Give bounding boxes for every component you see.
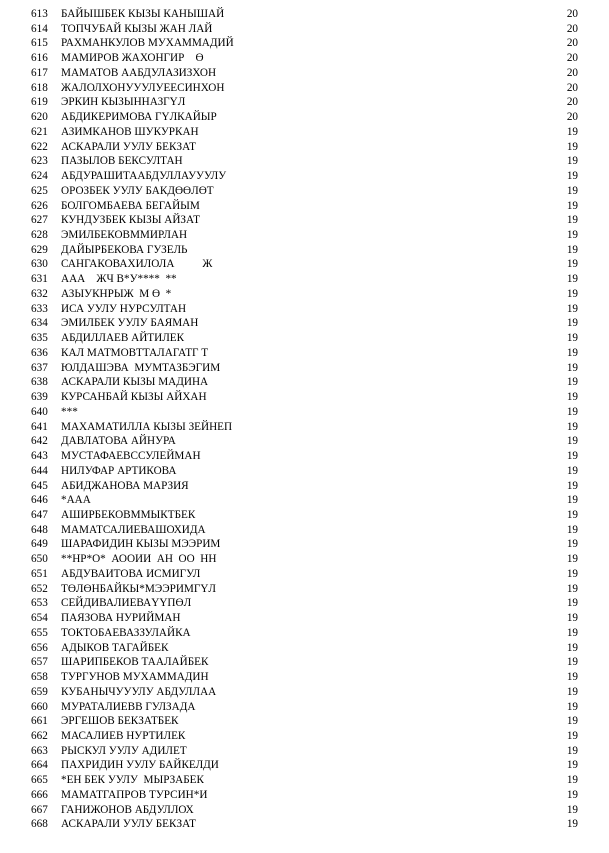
score-value: 19 [566, 612, 578, 625]
row-number: 614 [31, 22, 48, 35]
list-item [0, 758, 609, 773]
list-item [0, 375, 609, 390]
row-number: 644 [31, 464, 48, 477]
score-value: 19 [566, 184, 578, 197]
student-name: АСКАРАЛИ КЫЗЫ МАДИНА [61, 376, 209, 389]
score-value: 19 [566, 317, 578, 330]
student-name: АЗИМКАНОВ ШУКУРКАН [61, 125, 199, 138]
score-value: 19 [566, 125, 578, 138]
score-value: 20 [566, 22, 578, 35]
list-item [0, 773, 609, 788]
list-item [0, 700, 609, 715]
row-number: 647 [31, 508, 48, 521]
list-item [0, 508, 609, 523]
row-number: 615 [31, 37, 48, 50]
row-number: 626 [31, 199, 48, 212]
score-value: 19 [566, 523, 578, 536]
list-item [0, 140, 609, 155]
row-number: 638 [31, 376, 48, 389]
student-name: АБДИКЕРИМОВА ГҮЛКАЙЫР [61, 111, 217, 124]
student-name: ДАЙЫРБЕКОВА ГУЗЕЛЬ [61, 243, 188, 256]
score-value: 19 [566, 376, 578, 389]
score-value: 19 [566, 405, 578, 418]
list-item [0, 641, 609, 656]
list-item [0, 464, 609, 479]
student-name: БАЙЫШБЕК КЫЗЫ КАНЫШАЙ [61, 8, 225, 20]
score-value: 19 [566, 391, 578, 404]
score-value: 19 [566, 170, 578, 183]
list-item [0, 154, 609, 169]
score-value: 19 [566, 450, 578, 463]
list-item [0, 81, 609, 96]
list-item [0, 582, 609, 597]
student-name: АБИДЖАНОВА МАРЗИЯ [61, 479, 189, 492]
row-number: 624 [31, 170, 48, 183]
score-value: 19 [566, 140, 578, 153]
score-value: 20 [566, 111, 578, 124]
list-item [0, 803, 609, 818]
score-value: 19 [566, 258, 578, 271]
row-number: 649 [31, 538, 48, 551]
row-number: 652 [31, 582, 48, 595]
list-item [0, 817, 609, 832]
score-value: 19 [566, 479, 578, 492]
list-item [0, 243, 609, 258]
row-number: 642 [31, 435, 48, 448]
score-value: 19 [566, 508, 578, 521]
list-item [0, 302, 609, 317]
row-number: 630 [31, 258, 48, 271]
score-value: 19 [566, 744, 578, 757]
student-name: ИСА УУЛУ НУРСУЛТАН [61, 302, 187, 315]
student-name: АСКАРАЛИ УУЛУ БЕКЗАТ [61, 818, 196, 831]
row-number: 662 [31, 729, 48, 742]
score-value: 19 [566, 818, 578, 831]
score-value: 19 [566, 199, 578, 212]
row-number: 625 [31, 184, 48, 197]
student-name: **НР*О* АООИИ АН ОО НН [61, 553, 217, 566]
student-name: АШИРБЕКОВММЫКТБЕК [61, 508, 196, 521]
row-number: 629 [31, 243, 48, 256]
row-number: 623 [31, 155, 48, 168]
score-value: 20 [566, 66, 578, 79]
student-name: АБДИЛЛАЕВ АЙТИЛЕК [61, 332, 185, 345]
list-item [0, 434, 609, 449]
student-name: ЭРКИН КЫЗЫННАЗГҮЛ [61, 96, 186, 109]
row-number: 651 [31, 567, 48, 580]
student-name: ЖАЛОЛХОНУУУЛУЕЕСИНХОН [61, 81, 225, 94]
row-number: 663 [31, 744, 48, 757]
student-name: РЫСКУЛ УУЛУ АДИЛЕТ [61, 744, 187, 757]
row-number: 666 [31, 788, 48, 801]
student-name: МАМАТОВ ААБДУЛАЗИЗХОН [61, 66, 217, 79]
student-name: ЭРГЕШОВ БЕКЗАТБЕК [61, 715, 179, 728]
score-value: 19 [566, 671, 578, 684]
score-value: 19 [566, 346, 578, 359]
list-item [0, 125, 609, 140]
score-value: 19 [566, 332, 578, 345]
score-value: 19 [566, 700, 578, 713]
list-item [0, 567, 609, 582]
score-value: 20 [566, 8, 578, 20]
score-value: 19 [566, 597, 578, 610]
student-name: ААА ЖЧ В*У**** ** [61, 273, 177, 286]
student-name: КУБАНЫЧУУУЛУ АБДУЛЛАА [61, 685, 217, 698]
student-name: ШАРИПБЕКОВ ТААЛАЙБЕК [61, 656, 209, 669]
score-value: 19 [566, 538, 578, 551]
row-number: 622 [31, 140, 48, 153]
row-number: 659 [31, 685, 48, 698]
row-number: 655 [31, 626, 48, 639]
row-number: 634 [31, 317, 48, 330]
score-value: 19 [566, 553, 578, 566]
list-item [0, 199, 609, 214]
row-number: 632 [31, 287, 48, 300]
row-number: 619 [31, 96, 48, 109]
score-value: 20 [566, 52, 578, 65]
student-name: АСКАРАЛИ УУЛУ БЕКЗАТ [61, 140, 196, 153]
student-name: АБДУРАШИТААБДУЛЛАУУУЛУ [61, 170, 227, 183]
score-value: 19 [566, 774, 578, 787]
score-value: 19 [566, 155, 578, 168]
list-item [0, 66, 609, 81]
list-item [0, 257, 609, 272]
score-value: 19 [566, 420, 578, 433]
row-number: 635 [31, 332, 48, 345]
score-value: 19 [566, 582, 578, 595]
list-item [0, 552, 609, 567]
student-name: ШАРАФИДИН КЫЗЫ МЭЭРИМ [61, 538, 221, 551]
student-name: ПАЗЫЛОВ БЕКСУЛТАН [61, 155, 183, 168]
row-number: 639 [31, 391, 48, 404]
student-name: МУСТАФАЕВССУЛЕЙМАН [61, 450, 201, 463]
student-name: МАСАЛИЕВ НУРТИЛЕК [61, 729, 186, 742]
student-name: НИЛУФАР АРТИКОВА [61, 464, 177, 477]
row-number: 640 [31, 405, 48, 418]
list-item [0, 51, 609, 66]
row-number: 613 [31, 8, 48, 20]
score-value: 20 [566, 96, 578, 109]
student-name: ОРОЗБЕК УУЛУ БАКДӨӨЛӨТ [61, 184, 214, 197]
list-item [0, 714, 609, 729]
list-item [0, 611, 609, 626]
list-item [0, 331, 609, 346]
score-value: 19 [566, 464, 578, 477]
row-number: 667 [31, 803, 48, 816]
list-item [0, 449, 609, 464]
row-number: 668 [31, 818, 48, 831]
list-item [0, 493, 609, 508]
list-item [0, 7, 609, 22]
student-name: *ЕН БЕК УУЛУ МЫРЗАБЕК [61, 774, 204, 787]
list-item [0, 287, 609, 302]
row-number: 637 [31, 361, 48, 374]
list-item [0, 655, 609, 670]
student-name: ТОКТОБАЕВАЗЗУЛАЙКА [61, 626, 191, 639]
list-item [0, 228, 609, 243]
student-name: АБДУВАИТОВА ИСМИГУЛ [61, 567, 201, 580]
row-number: 645 [31, 479, 48, 492]
ranking-list [0, 7, 609, 832]
row-number: 636 [31, 346, 48, 359]
row-number: 618 [31, 81, 48, 94]
student-name: ТОПЧУБАЙ КЫЗЫ ЖАН ЛАЙ [61, 22, 213, 35]
student-name: ТӨЛӨНБАЙКЫ*МЭЭРИМГҮЛ [61, 582, 217, 595]
list-item [0, 405, 609, 420]
student-name: РАХМАНКУЛОВ МУХАММАДИЙ [61, 37, 234, 50]
student-name: МАМИРОВ ЖАХОНГИР Ө [61, 52, 204, 65]
list-item [0, 272, 609, 287]
student-name: ПАЯЗОВА НУРИЙМАН [61, 612, 181, 625]
row-number: 648 [31, 523, 48, 536]
list-item [0, 626, 609, 641]
score-value: 19 [566, 715, 578, 728]
row-number: 628 [31, 229, 48, 242]
row-number: 660 [31, 700, 48, 713]
list-item [0, 744, 609, 759]
list-item [0, 36, 609, 51]
list-item [0, 523, 609, 538]
student-name: МАМАТСАЛИЕВАШОХИДА [61, 523, 206, 536]
row-number: 654 [31, 612, 48, 625]
student-name: СЕЙДИВАЛИЕВАҮҮПӨЛ [61, 597, 192, 610]
list-item [0, 22, 609, 37]
list-item [0, 213, 609, 228]
score-value: 19 [566, 435, 578, 448]
row-number: 664 [31, 759, 48, 772]
row-number: 650 [31, 553, 48, 566]
row-number: 616 [31, 52, 48, 65]
score-value: 19 [566, 729, 578, 742]
student-name: ГАНИЖОНОВ АБДУЛЛОХ [61, 803, 194, 816]
score-value: 19 [566, 361, 578, 374]
list-item [0, 346, 609, 361]
score-value: 19 [566, 302, 578, 315]
score-value: 19 [566, 656, 578, 669]
student-name: *ААА [61, 494, 91, 507]
student-name: АДЫКОВ ТАГАЙБЕК [61, 641, 169, 654]
student-name: МУРАТАЛИЕВВ ГУЛЗАДА [61, 700, 196, 713]
score-value: 19 [566, 641, 578, 654]
row-number: 627 [31, 214, 48, 227]
score-value: 19 [566, 494, 578, 507]
list-item [0, 110, 609, 125]
student-name: КАЛ МАТМОВТТАЛАГАТГ Т [61, 346, 209, 359]
row-number: 653 [31, 597, 48, 610]
row-number: 620 [31, 111, 48, 124]
row-number: 656 [31, 641, 48, 654]
score-value: 19 [566, 626, 578, 639]
score-value: 19 [566, 788, 578, 801]
student-name: КУНДУЗБЕК КЫЗЫ АЙЗАТ [61, 214, 200, 227]
list-item [0, 95, 609, 110]
row-number: 657 [31, 656, 48, 669]
score-value: 19 [566, 685, 578, 698]
student-name: ТУРГУНОВ МУХАММАДИН [61, 671, 209, 684]
student-name: САНГАКОВАХИЛОЛА Ж [61, 258, 213, 271]
list-item [0, 184, 609, 199]
student-name: ПАХРИДИН УУЛУ БАЙКЕЛДИ [61, 759, 219, 772]
row-number: 661 [31, 715, 48, 728]
student-name: КУРСАНБАЙ КЫЗЫ АЙХАН [61, 391, 207, 404]
student-name: ЭМИЛБЕКОВММИРЛАН [61, 229, 188, 242]
row-number: 631 [31, 273, 48, 286]
score-value: 19 [566, 214, 578, 227]
student-name: *** [61, 405, 78, 418]
list-item [0, 390, 609, 405]
list-item [0, 788, 609, 803]
list-item [0, 169, 609, 184]
row-number: 658 [31, 671, 48, 684]
score-value: 20 [566, 81, 578, 94]
row-number: 643 [31, 450, 48, 463]
row-number: 617 [31, 66, 48, 79]
student-name: МАХАМАТИЛЛА КЫЗЫ ЗЕЙНЕП [61, 420, 233, 433]
row-number: 621 [31, 125, 48, 138]
list-item [0, 685, 609, 700]
row-number: 646 [31, 494, 48, 507]
row-number: 641 [31, 420, 48, 433]
score-value: 19 [566, 567, 578, 580]
list-item [0, 596, 609, 611]
list-item [0, 537, 609, 552]
list-item [0, 479, 609, 494]
list-item [0, 729, 609, 744]
list-item [0, 670, 609, 685]
student-name: АЗЫУКНРЫЖ М Ө * [61, 287, 172, 300]
score-value: 19 [566, 803, 578, 816]
list-item [0, 420, 609, 435]
student-name: ДАВЛАТОВА АЙНУРА [61, 435, 176, 448]
list-item [0, 316, 609, 331]
score-value: 19 [566, 243, 578, 256]
score-value: 19 [566, 273, 578, 286]
score-value: 20 [566, 37, 578, 50]
student-name: ЮЛДАШЭВА МУМТАЗБЭГИМ [61, 361, 221, 374]
score-value: 19 [566, 287, 578, 300]
row-number: 633 [31, 302, 48, 315]
student-name: МАМАТГАПРОВ ТУРСИН*И [61, 788, 208, 801]
student-name: БОЛГОМБАЕВА БЕГАЙЫМ [61, 199, 200, 212]
list-item [0, 361, 609, 376]
row-number: 665 [31, 774, 48, 787]
score-value: 19 [566, 229, 578, 242]
score-value: 19 [566, 759, 578, 772]
student-name: ЭМИЛБЕК УУЛУ БАЯМАН [61, 317, 199, 330]
